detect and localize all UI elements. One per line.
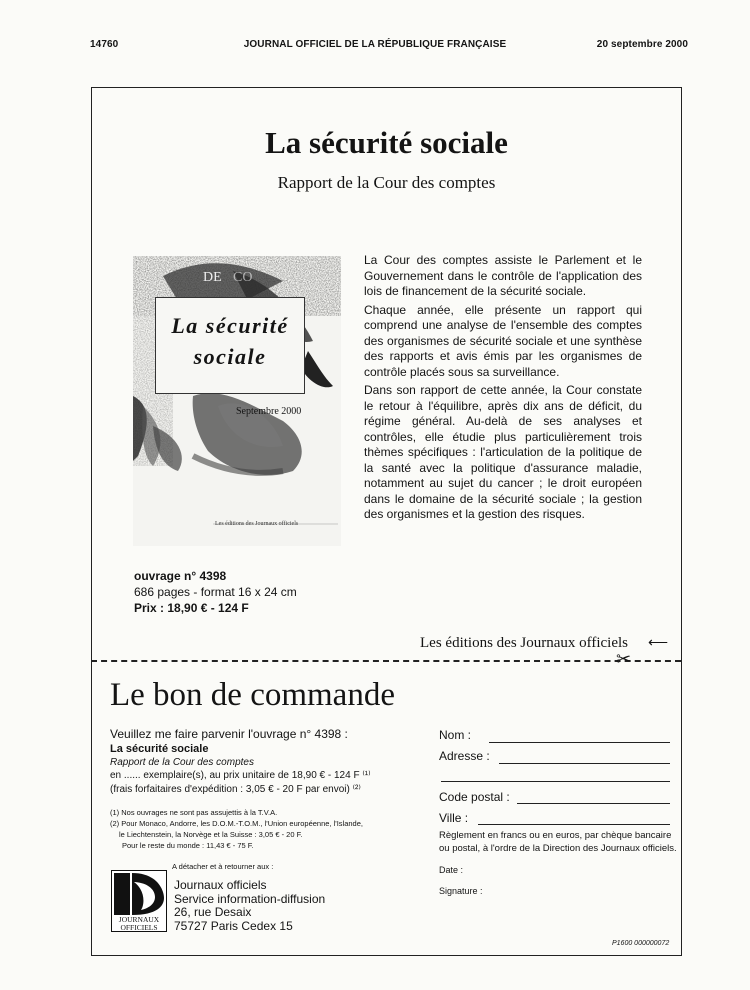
order-book-title: La sécurité sociale bbox=[110, 743, 209, 755]
ville-label: Ville : bbox=[439, 811, 469, 825]
journaux-officiels-logo bbox=[111, 870, 167, 932]
description-paragraph: Chaque année, elle présente un rapport qui comprend une analyse de l'ensemble des comptes des organismes de sécurité sociale et une synthèse des rapports et avis émis par les organismes de contrôle placés sous sa surveillance. bbox=[364, 302, 642, 379]
ad-subtitle: Rapport de la Cour des comptes bbox=[277, 173, 496, 192]
order-book-subtitle: Rapport de la Cour des comptes bbox=[110, 757, 254, 768]
book-info bbox=[134, 568, 297, 616]
nom-field[interactable] bbox=[489, 742, 670, 743]
scissors-icon: ✂ bbox=[616, 649, 632, 669]
payment-note: Règlement en francs ou en euros, par chèque bancaire ou postal, à l'ordre de la Direction des Journaux officiels. bbox=[439, 830, 677, 854]
description-paragraph: Dans son rapport de cette année, la Cour constate le retour à l'équilibre, après dix ans de déficit, du régime général. Au-delà de ses analyses et contrôles, elle étudie plus particulièrement trois thèmes spécifiques : l'articulation de la politique de la santé avec la politique d'assurance maladie, notamment au sujet du cancer ; le droit européen dans le domaine de la sécurité sociale ; la gestion des organismes et la gestion des risques. bbox=[364, 383, 642, 521]
order-request: Veuillez me faire parvenir l'ouvrage n° 4398 : bbox=[110, 727, 348, 741]
cover-publisher: Les éditions des Journaux officiels bbox=[215, 521, 299, 527]
address-line: 26, rue Desaix bbox=[174, 905, 252, 919]
order-form-title: Le bon de commande bbox=[110, 677, 395, 713]
ouvrage-number: ouvrage n° 4398 bbox=[134, 569, 227, 583]
header-date: 20 septembre 2000 bbox=[596, 39, 688, 50]
adresse-field-line2[interactable] bbox=[441, 781, 670, 782]
shipping-line: (frais forfaitaires d'expédition : 3,05 € - 20 F par envoi) ⁽²⁾ bbox=[110, 784, 361, 795]
publisher-line: Les éditions des Journaux officiels bbox=[420, 635, 629, 651]
book-price: Prix : 18,90 € - 124 F bbox=[134, 601, 249, 615]
adresse-label: Adresse : bbox=[439, 749, 490, 763]
signature-label: Signature : bbox=[439, 886, 483, 896]
cut-line bbox=[91, 660, 681, 662]
reference-code: P1600 000000072 bbox=[612, 940, 670, 947]
cover-title-box bbox=[155, 297, 305, 394]
detach-note: A détacher et à retourner aux : bbox=[172, 862, 274, 871]
page-number: 14760 bbox=[90, 39, 119, 50]
address-line: Journaux officiels bbox=[174, 878, 267, 892]
address-line: 75727 Paris Cedex 15 bbox=[174, 918, 293, 933]
footnote: Pour le reste du monde : 11,43 € - 75 F. bbox=[122, 841, 254, 850]
footnotes bbox=[110, 807, 410, 851]
svg-text:DE: DE bbox=[203, 270, 222, 285]
address-line: Service information-diffusion bbox=[174, 891, 326, 906]
return-address bbox=[174, 879, 325, 933]
left-arrow-icon: ⟵ bbox=[648, 634, 669, 650]
order-details bbox=[110, 727, 410, 797]
footnote: le Liechtenstein, la Norvège et la Suisse : 3,05 € - 20 F. bbox=[119, 830, 303, 839]
cover-title-line1: La sécurité bbox=[171, 313, 289, 338]
adresse-field[interactable] bbox=[499, 763, 670, 764]
ad-title: La sécurité sociale bbox=[265, 125, 508, 160]
svg-text:CO: CO bbox=[233, 270, 253, 285]
nom-label: Nom : bbox=[439, 728, 472, 742]
cover-date: Septembre 2000 bbox=[236, 406, 302, 417]
ville-field[interactable] bbox=[478, 824, 670, 825]
quantity-line: en ...... exemplaire(s), au prix unitaire de 18,90 € - 124 F ⁽¹⁾ bbox=[110, 770, 371, 781]
description-paragraph: La Cour des comptes assiste le Parlement et le Gouvernement dans le contrôle de l'application des lois de financement de la sécurité sociale. bbox=[364, 253, 642, 298]
date-label: Date : bbox=[439, 865, 464, 875]
logo-text: OFFICIELS bbox=[120, 922, 158, 932]
code-postal-field[interactable] bbox=[517, 803, 670, 804]
book-format: 686 pages - format 16 x 24 cm bbox=[134, 585, 297, 599]
logo-text: JOURNAUX bbox=[118, 915, 160, 924]
cover-title-line2: sociale bbox=[193, 344, 267, 369]
journal-title: JOURNAL OFFICIEL DE LA RÉPUBLIQUE FRANÇAISE bbox=[243, 39, 507, 50]
code-postal-label: Code postal : bbox=[439, 790, 510, 804]
description bbox=[364, 253, 642, 526]
footnote: (2) Pour Monaco, Andorre, les D.O.M.-T.O.M., l'Union européenne, l'Islande, bbox=[110, 819, 363, 828]
footnote: (1) Nos ouvrages ne sont pas assujettis à la T.V.A. bbox=[110, 808, 278, 817]
